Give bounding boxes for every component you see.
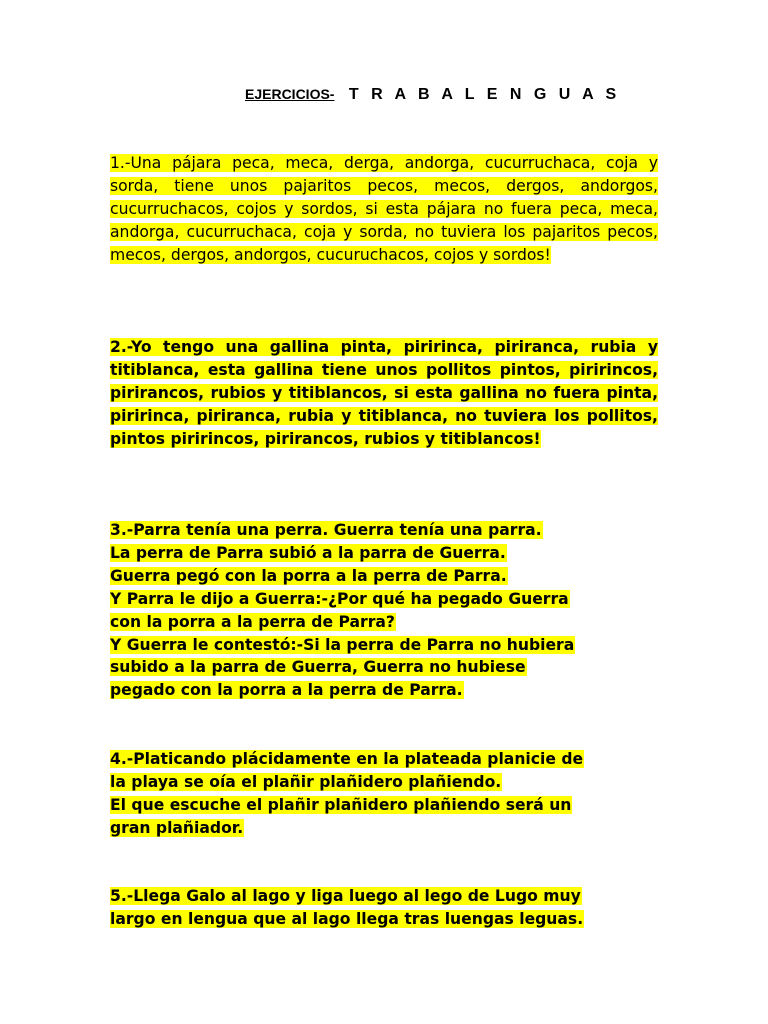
exercise-3-line: 3.-Parra tenía una perra. Guerra tenía una parra.	[110, 521, 542, 539]
exercise-4-line: 4.-Platicando plácidamente en la plateada planicie de	[110, 750, 584, 768]
title-main: T R A B A L E N G U A S	[348, 86, 621, 103]
exercise-3	[110, 519, 658, 702]
exercise-4-line: El que escuche el plañir plañidero plañiendo será un	[110, 795, 572, 814]
exercise-3-line: pegado con la porra a la perra de Parra.	[110, 681, 463, 700]
exercise-2	[110, 336, 658, 451]
exercise-5-line: 5.-Llega Galo al lago y liga luego al lego de Lugo muy	[110, 887, 581, 905]
exercise-5-line: largo en lengua que al lago llega tras luengas leguas.	[110, 909, 584, 928]
exercise-5	[110, 885, 658, 931]
exercise-1	[110, 152, 658, 267]
exercise-4-line: la playa se oía el plañir plañidero plañiendo.	[110, 772, 502, 791]
exercise-4	[110, 748, 658, 840]
exercise-1-text: 1.-Una pájara peca, meca, derga, andorga, cucurruchaca, coja y sorda, tiene unos pajaritos pecos, mecos, dergos, andorgos, cucurruchacos, cojos y sordos, si esta pájara no fuera peca, meca, andorga, cucurruchaca, coja y sorda, no tuviera los pajaritos pecos, mecos, dergos, andorgos, cucuruchacos, cojos y sordos!	[110, 154, 658, 264]
document-title	[245, 86, 620, 104]
exercise-3-line: con la porra a la perra de Parra?	[110, 612, 395, 631]
exercise-4-line: gran plañiador.	[110, 818, 244, 837]
exercise-2-text: 2.-Yo tengo una gallina pinta, piririnca, piriranca, rubia y titiblanca, esta gallina tiene unos pollitos pintos, piririncos, pirirancos, rubios y titiblancos, si esta gallina no fuera pinta, piririnca, piriranca, rubia y titiblanca, no tuviera los pollitos, pintos piririncos, pirirancos, rubios y titiblancos!	[110, 338, 658, 448]
title-lead: EJERCICIOS-	[245, 86, 335, 102]
exercise-3-line: Guerra pegó con la porra a la perra de Parra.	[110, 566, 507, 585]
exercise-3-line: Y Parra le dijo a Guerra:-¿Por qué ha pegado Guerra	[110, 589, 569, 608]
exercise-3-line: subido a la parra de Guerra, Guerra no hubiese	[110, 658, 526, 677]
exercise-3-line: La perra de Parra subió a la parra de Guerra.	[110, 543, 506, 562]
exercise-3-line: Y Guerra le contestó:-Si la perra de Parra no hubiera	[110, 635, 575, 654]
